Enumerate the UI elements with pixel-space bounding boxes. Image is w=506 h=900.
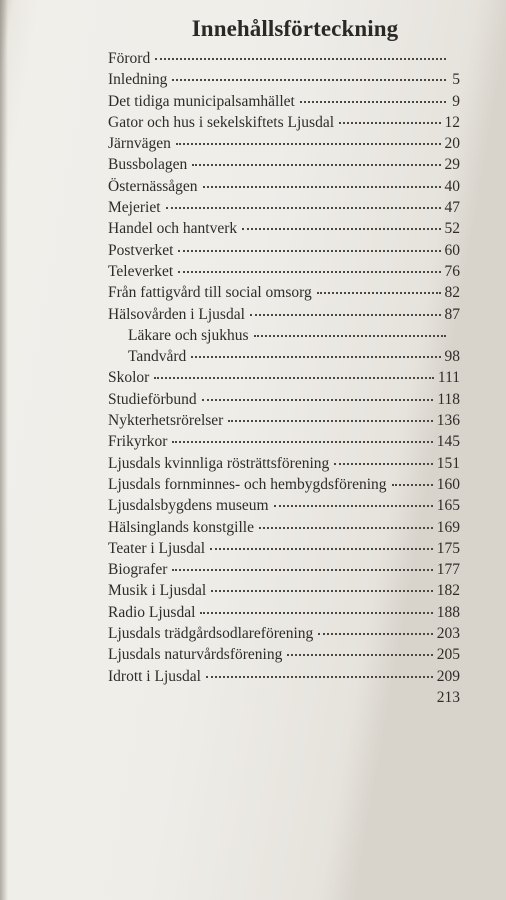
toc-entry-label: Ljusdalsbygdens museum	[108, 497, 269, 515]
toc-entry-page-number: 98	[444, 348, 460, 366]
toc-entry-page-number: 136	[436, 412, 460, 430]
toc-entry-page-number: 52	[444, 220, 460, 238]
dot-leader	[191, 356, 440, 358]
toc-entry	[108, 391, 460, 412]
toc-entry	[108, 178, 460, 199]
toc-entry	[108, 561, 460, 582]
dot-leader	[287, 654, 432, 656]
toc-entry-label: Läkare och sjukhus	[128, 326, 249, 344]
dot-leader	[228, 420, 432, 422]
toc-entry-page-number: 12	[444, 113, 460, 131]
toc-entry-label: Bussbolagen	[108, 156, 188, 174]
dot-leader	[178, 271, 440, 273]
toc-entry	[108, 220, 460, 241]
toc-entry-label: Televerket	[108, 262, 174, 280]
dot-leader	[176, 143, 441, 145]
toc-entry-page-number: 175	[436, 539, 460, 557]
toc-entry-label: Gator och hus i sekelskiftets Ljusdal	[108, 113, 334, 131]
toc-entry-label: Nykterhetsrörelser	[108, 412, 224, 430]
toc-entry	[108, 71, 460, 92]
toc-entry	[108, 199, 460, 220]
toc-entry	[108, 668, 460, 689]
toc-entry-label: Östernässågen	[108, 177, 198, 195]
dot-leader	[206, 676, 433, 678]
toc-entry-label: Studieförbund	[108, 390, 197, 408]
toc-entry-label: Handel och hantverk	[108, 220, 238, 238]
toc-entry	[108, 540, 460, 561]
toc-entry-page-number: 82	[444, 284, 460, 302]
dot-leader	[166, 207, 441, 209]
toc-entry	[108, 497, 460, 518]
toc-entry-label: Radio Ljusdal	[108, 603, 196, 621]
toc-entry-label: Postverket	[108, 241, 174, 259]
dot-leader	[334, 463, 432, 465]
dot-leader	[210, 548, 433, 550]
dot-leader	[172, 441, 432, 443]
toc-entry-page-number: 87	[444, 305, 460, 323]
toc-entry	[108, 327, 460, 348]
toc-entry	[108, 604, 460, 625]
toc-entry-page-number: 165	[436, 497, 460, 515]
toc-entry-page-number: 20	[444, 135, 460, 153]
spine-shadow	[0, 0, 8, 900]
toc-entry	[108, 369, 460, 390]
toc-entry	[108, 519, 460, 540]
toc-entry-label: Biografer	[108, 561, 168, 579]
page-title: Innehållsförteckning	[191, 16, 399, 41]
toc-entry-page-number: 118	[437, 390, 460, 408]
toc-entry-page-number: 177	[436, 561, 460, 579]
toc-entry-label: Från fattigvård till social omsorg	[108, 284, 312, 302]
toc-entry-page-number: 47	[444, 199, 460, 217]
dot-leader	[300, 101, 446, 103]
toc-entry-page-number: 160	[436, 475, 460, 493]
toc-entry-page-number: 213	[436, 688, 460, 706]
toc-entry-label: Hälsinglands konstgille	[108, 518, 254, 536]
dot-leader	[317, 292, 441, 294]
toc-entry	[108, 646, 460, 667]
toc-entry-label: Förord	[108, 50, 151, 67]
table-of-contents	[108, 50, 460, 710]
dot-leader	[211, 590, 433, 592]
toc-entry-label: Ljusdals naturvårdsförening	[108, 646, 283, 664]
toc-entry-page-number: 145	[436, 433, 460, 451]
dot-leader	[155, 58, 446, 60]
toc-entry	[108, 455, 460, 476]
toc-entry-page-number: 169	[436, 518, 460, 536]
dot-leader	[178, 250, 440, 252]
toc-entry-page-number: 151	[436, 454, 460, 472]
dot-leader	[259, 527, 433, 529]
dot-leader	[200, 612, 432, 614]
toc-entry	[108, 625, 460, 646]
toc-entry-page-number: 188	[436, 603, 460, 621]
toc-entry-label: Ljusdals kvinnliga rösträttsförening	[108, 454, 330, 472]
toc-entry	[108, 689, 460, 710]
toc-entry-page-number: 182	[436, 582, 460, 600]
toc-entry-label: Mejeriet	[108, 199, 161, 217]
toc-entry-label: Skolor	[108, 369, 150, 387]
toc-entry-label: Inledning	[108, 71, 168, 89]
dot-leader	[192, 164, 440, 166]
toc-entry	[108, 263, 460, 284]
toc-entry-page-number: 29	[444, 156, 460, 174]
toc-entry-page-number: 9	[452, 92, 460, 110]
toc-entry-label: Musik i Ljusdal	[108, 582, 207, 600]
toc-entry-label: Hälsovården i Ljusdal	[108, 305, 245, 323]
dot-leader	[172, 79, 446, 81]
toc-entry-label: Ljusdals fornminnes- och hembygdsförening	[108, 475, 387, 493]
toc-entry-page-number: 40	[444, 177, 460, 195]
toc-entry	[108, 433, 460, 454]
toc-entry	[108, 582, 460, 603]
toc-entry	[108, 50, 460, 71]
toc-entry-label: Tandvård	[128, 348, 187, 366]
toc-entry-page-number: 209	[436, 667, 460, 685]
dot-leader	[250, 314, 441, 316]
toc-entry-page-number: 76	[444, 262, 460, 280]
dot-leader	[339, 122, 441, 124]
dot-leader	[202, 399, 434, 401]
toc-entry-label: Idrott i Ljusdal	[108, 667, 201, 685]
toc-entry-label: Ljusdals trädgårdsodlareförening	[108, 625, 314, 643]
dot-leader	[254, 335, 446, 337]
dot-leader	[154, 377, 434, 379]
toc-entry-label: Det tidiga municipalsamhället	[108, 92, 295, 110]
toc-entry	[108, 348, 460, 369]
toc-entry	[108, 114, 460, 135]
toc-entry	[108, 135, 460, 156]
toc-entry-page-number: 111	[437, 369, 460, 387]
toc-entry-label: Järnvägen	[108, 135, 171, 153]
toc-entry-page-number: 5	[452, 71, 460, 89]
dot-leader	[242, 228, 440, 230]
toc-entry-page-number: 60	[444, 241, 460, 259]
toc-entry	[108, 156, 460, 177]
toc-entry-page-number: 203	[436, 625, 460, 643]
dot-leader	[318, 633, 432, 635]
toc-entry	[108, 412, 460, 433]
toc-entry	[108, 93, 460, 114]
toc-entry	[108, 284, 460, 305]
toc-entry-page-number: 205	[436, 646, 460, 664]
dot-leader	[392, 484, 433, 486]
toc-entry	[108, 242, 460, 263]
toc-entry	[108, 306, 460, 327]
dot-leader	[203, 186, 441, 188]
dot-leader	[274, 505, 433, 507]
dot-leader	[172, 569, 432, 571]
toc-entry-label: Frikyrkor	[108, 433, 168, 451]
toc-entry	[108, 476, 460, 497]
toc-entry-label: Teater i Ljusdal	[108, 539, 206, 557]
